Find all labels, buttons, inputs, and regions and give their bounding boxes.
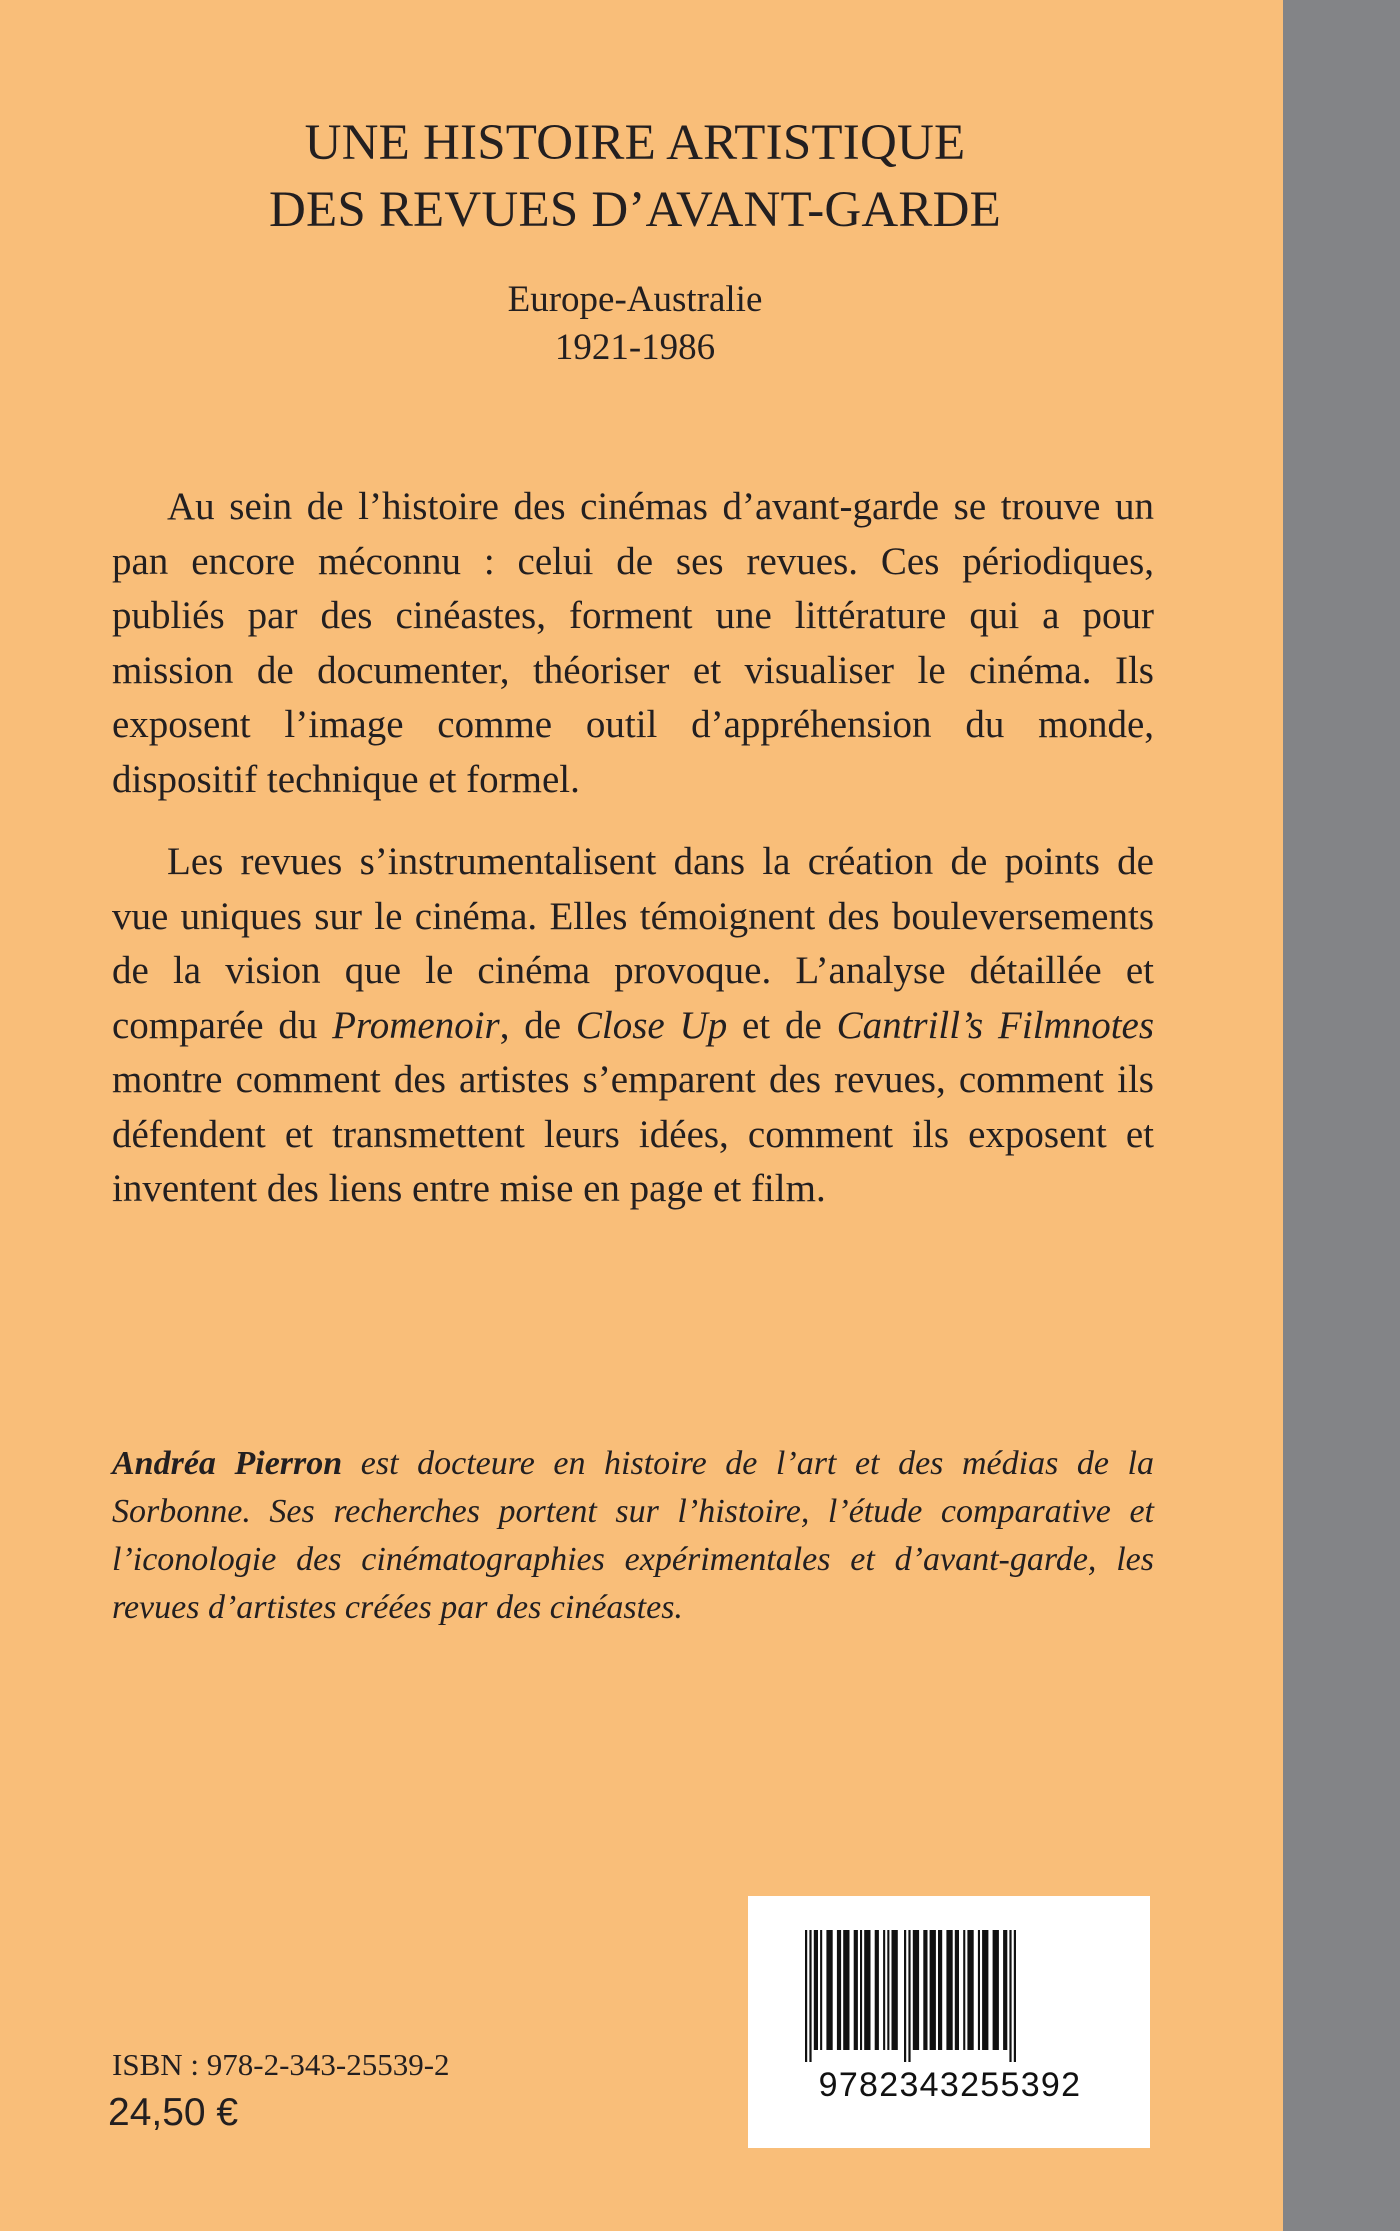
barcode-bar — [955, 1930, 959, 2050]
barcode-bar — [923, 1930, 927, 2050]
barcode-bar — [982, 1930, 988, 2050]
barcode-panel — [748, 1896, 1150, 2148]
barcode-bar — [805, 1930, 807, 2062]
barcode-bar — [860, 1930, 862, 2050]
barcode-bar — [967, 1930, 973, 2050]
blurb-text: et de — [727, 1003, 837, 1047]
barcode-number: 9782343255392 — [818, 2066, 1082, 2104]
barcode-bar — [854, 1930, 858, 2050]
journal-title-promenoir: Promenoir — [332, 1003, 500, 1047]
barcode-bar — [993, 1930, 999, 2050]
barcode-bar — [887, 1930, 889, 2050]
blurb-paragraph-1: Au sein de l’histoire des cinémas d’avant-garde se trouve un pan encore méconnu : celui de ses revues. Ces périodiques, publiés par des cinéastes, forment une littérature qui a pour mission de documenter, théoriser et visualiser le cinéma. Ils exposent l’image comme outil d’appréhension du monde, dispositif technique et formel. — [112, 485, 1154, 801]
barcode-bar — [930, 1930, 936, 2050]
book-subtitle — [0, 276, 1270, 372]
barcode-bar — [892, 1930, 898, 2050]
subtitle-region: Europe-Australie — [507, 279, 763, 320]
barcode-bar — [843, 1930, 849, 2050]
author-bio — [112, 1440, 1154, 1632]
barcode-bar — [809, 1930, 811, 2062]
isbn-label: ISBN : 978-2-343-25539-2 — [112, 2047, 450, 2082]
barcode-bar — [826, 1930, 832, 2050]
barcode-bar — [883, 1930, 885, 2050]
blurb-text: Les revues s’instrumentalisent dans la création de points de vue uniques sur le cinéma. Elles témoignent des bouleversements de la vision que le cinéma provoque. L’analyse détaillée et comparée du — [112, 840, 1154, 1047]
barcode-bar — [1014, 1930, 1016, 2062]
barcode-bar — [1009, 1930, 1011, 2062]
barcode-bar — [913, 1930, 919, 2050]
blurb-text: montre comment des artistes s’emparent des revues, comment ils défendent et transmettent leurs idées, comment ils exposent et inventent des liens entre mise en page et film. — [112, 1058, 1154, 1210]
barcode-bar — [908, 1930, 910, 2062]
barcode-bar — [864, 1930, 870, 2050]
barcode-bar — [1003, 1930, 1007, 2050]
author-bio-text: est docteure en histoire de l’art et des médias de la Sorbonne. Ses recherches portent sur l’histoire, l’étude comparative et l’iconologie des cinématographies expérimentales et d’avant-garde, les revues d’artistes créées par des cinéastes. — [112, 1445, 1154, 1626]
price-label: 24,50 € — [108, 2091, 239, 2134]
barcode-icon — [801, 1930, 1099, 2062]
barcode-bar — [837, 1930, 841, 2050]
barcode-bar — [963, 1930, 965, 2050]
barcode-bar — [938, 1930, 942, 2050]
subtitle-years: 1921-1986 — [554, 327, 716, 368]
barcode-bar — [946, 1930, 952, 2050]
barcode-bar — [875, 1930, 879, 2050]
blurb-text: , de — [499, 1003, 576, 1047]
barcode-bar — [904, 1930, 906, 2062]
blurb — [112, 480, 1154, 1217]
title-line-2: DES REVUES D’AVANT-GARDE — [268, 182, 1002, 238]
barcode-bar — [820, 1930, 822, 2050]
blurb-paragraph-2 — [112, 835, 1154, 1217]
journal-title-close-up: Close Up — [575, 1003, 728, 1047]
barcode-bar — [814, 1930, 818, 2050]
journal-title-cantrills: Cantrill’s Filmnotes — [836, 1003, 1155, 1047]
title-line-1: UNE HISTOIRE ARTISTIQUE — [304, 115, 966, 171]
book-title — [0, 110, 1270, 244]
spine-strip — [1283, 0, 1400, 2231]
author-name: Andréa Pierron — [112, 1445, 343, 1482]
barcode-bar — [978, 1930, 980, 2050]
